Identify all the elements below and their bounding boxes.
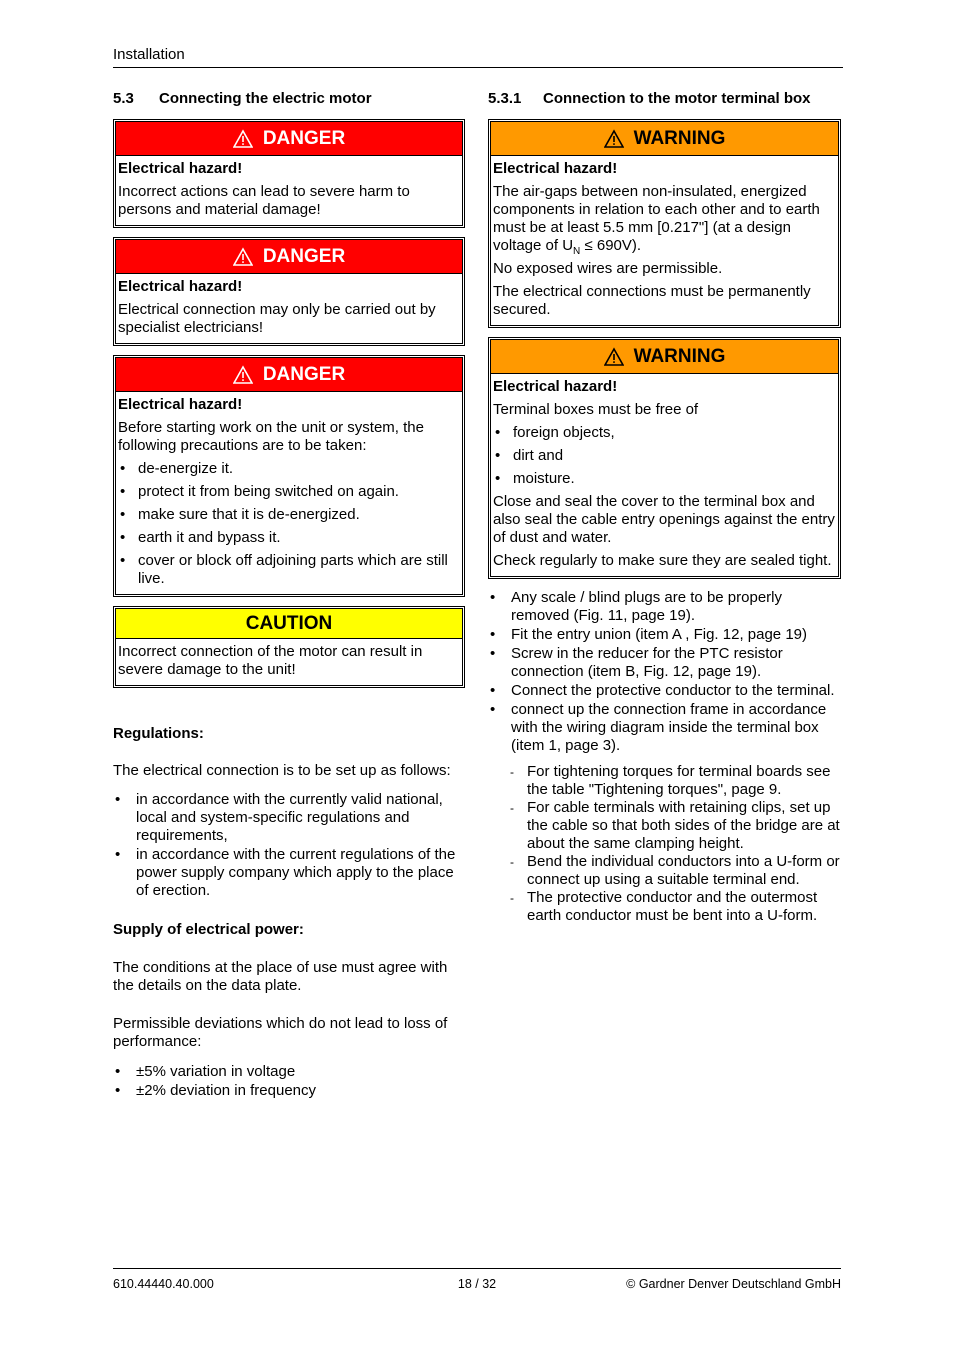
list-item: • de-energize it. (118, 460, 461, 478)
list-item: • cover or block off adjoining parts which are still live. (118, 552, 461, 588)
section-heading (113, 90, 465, 119)
danger-header (116, 240, 462, 274)
hazard-subtitle: Electrical hazard! (493, 160, 618, 177)
deviations-text: Permissible deviations which do not lead to loss of performance: (113, 1015, 448, 1050)
sub-instruction-list (510, 763, 841, 925)
list-item: • Any scale / blind plugs are to be properly removed (Fig. 11, page 19). (488, 589, 841, 625)
wires-text: No exposed wires are permissible. (493, 260, 723, 277)
list-item: • earth it and bypass it. (118, 529, 461, 547)
regulations-list (113, 791, 465, 900)
list-item: - For cable terminals with retaining clips, set up the cable so that both sides of the bridge are at about the same clamping height. (510, 799, 841, 853)
doc-number: 610.44440.40.000 (113, 1277, 214, 1291)
check-text: Check regularly to make sure they are sealed tight. (493, 552, 832, 569)
section-title: Connection to the motor terminal box (543, 90, 811, 107)
list-item: • in accordance with the current regulations of the power supply company which apply to the place of erection. (113, 846, 465, 900)
hazard-subtitle: Electrical hazard! (118, 396, 243, 413)
list-item: • ±5% variation in voltage (113, 1063, 465, 1081)
caution-label: CAUTION (245, 612, 333, 634)
terminal-text: Terminal boxes must be free of (493, 401, 699, 418)
list-item: - For tightening torques for terminal boards see the table "Tightening torques", page 9. (510, 763, 841, 799)
list-item: • dirt and (493, 447, 837, 465)
section-number: 5.3 (113, 90, 134, 107)
regulations-heading: Regulations: (113, 725, 204, 742)
warning-header (491, 340, 838, 374)
list-item: • connect up the connection frame in accordance with the wiring diagram inside the terminal box (item 1, page 3). (488, 701, 841, 755)
danger-label: DANGER (262, 245, 346, 267)
copyright: © Gardner Denver Deutschland GmbH (626, 1277, 841, 1291)
danger-box-1 (113, 119, 465, 228)
subsection-heading (488, 90, 841, 119)
deviations-list (113, 1063, 465, 1100)
warning-triangle-icon (233, 365, 253, 385)
danger-label: DANGER (262, 127, 346, 149)
page-header (113, 46, 843, 68)
warning-label: WARNING (633, 127, 726, 149)
warning-triangle-icon (604, 129, 624, 149)
warning-triangle-icon (233, 247, 253, 267)
list-item: - The protective conductor and the outermost earth conductor must be bent into a U-form. (510, 889, 841, 925)
warning-box-1 (488, 119, 841, 328)
list-item: • Connect the protective conductor to the terminal. (488, 682, 841, 700)
section-number: 5.3.1 (488, 90, 522, 107)
page-number: 18 / 32 (457, 1277, 497, 1291)
list-item: • foreign objects, (493, 424, 837, 442)
list-item: • ±2% deviation in frequency (113, 1082, 465, 1100)
danger-label: DANGER (262, 363, 346, 385)
precaution-list (118, 460, 461, 588)
hazard-text: Before starting work on the unit or system, the following precautions are to be taken: (118, 419, 424, 454)
list-item: • in accordance with the currently valid national, local and system-specific regulations and requirements, (113, 791, 465, 845)
right-column (488, 90, 841, 925)
warning-header (491, 122, 838, 156)
page-footer (113, 1268, 841, 1293)
hazard-subtitle: Electrical hazard! (118, 278, 243, 295)
caution-text: Incorrect connection of the motor can result in severe damage to the unit! (118, 643, 423, 678)
seal-text: Close and seal the cover to the terminal box and also seal the cable entry openings against the entry of dust and water. (493, 493, 835, 546)
danger-box-3 (113, 355, 465, 597)
list-item: • Fit the entry union (item A , Fig. 12, page 19) (488, 626, 841, 644)
warning-label: WARNING (633, 345, 726, 367)
supply-text: The conditions at the place of use must agree with the details on the data plate. (113, 959, 448, 994)
danger-header (116, 358, 462, 392)
list-item: - Bend the individual conductors into a U-form or connect up using a suitable terminal end. (510, 853, 841, 889)
list-item: • protect it from being switched on again. (118, 483, 461, 501)
regulations-intro: The electrical connection is to be set up as follows: (113, 762, 451, 779)
danger-box-2 (113, 237, 465, 346)
caution-header (116, 609, 462, 639)
instruction-list (488, 589, 841, 755)
caution-box (113, 606, 465, 688)
section-title: Connecting the electric motor (159, 90, 372, 107)
hazard-subtitle: Electrical hazard! (118, 160, 243, 177)
air-gap-text: The air-gaps between non-insulated, energized components in relation to each other and to earth must be at least 5.5 mm [0.217"] (at a design voltage of $U_N \le 690V$). (493, 183, 820, 257)
list-item: • moisture. (493, 470, 837, 488)
header-title: Installation (113, 46, 185, 63)
hazard-text: Incorrect actions can lead to severe harm to persons and material damage! (118, 183, 410, 218)
warning-box-2 (488, 337, 841, 579)
supply-heading: Supply of electrical power: (113, 921, 304, 938)
left-column (113, 90, 465, 1101)
danger-header (116, 122, 462, 156)
hazard-subtitle: Electrical hazard! (493, 378, 618, 395)
contaminant-list (493, 424, 837, 488)
hazard-text: Electrical connection may only be carried out by specialist electricians! (118, 301, 436, 336)
list-item: • Screw in the reducer for the PTC resistor connection (item B, Fig. 12, page 19). (488, 645, 841, 681)
connections-text: The electrical connections must be permanently secured. (493, 283, 811, 318)
warning-triangle-icon (604, 347, 624, 367)
warning-triangle-icon (233, 129, 253, 149)
list-item: • make sure that it is de-energized. (118, 506, 461, 524)
